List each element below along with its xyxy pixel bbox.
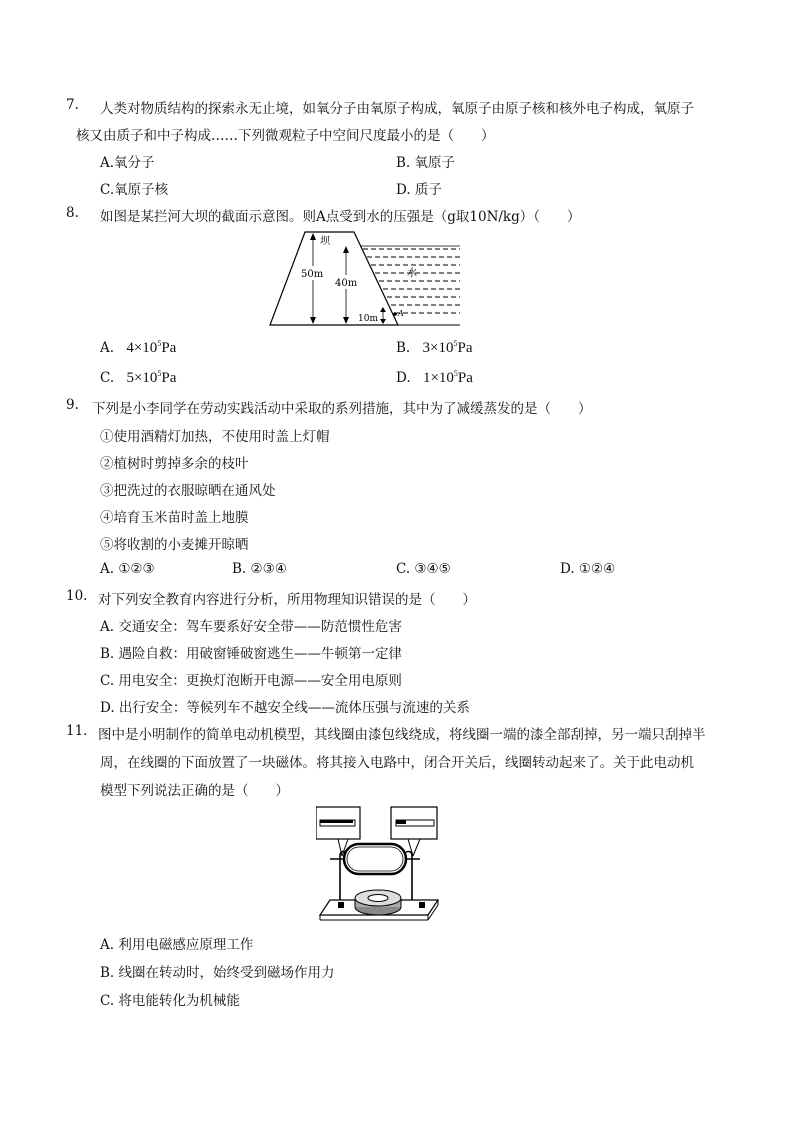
- option-a[interactable]: A. $4\times 10^5Pa$: [100, 339, 177, 356]
- point-a-label: A: [398, 309, 404, 318]
- dam-label: 坝: [320, 236, 330, 247]
- question-number: 9.: [66, 397, 79, 413]
- question-text: 对下列安全教育内容进行分析，所用物理知识错误的是（ ）: [98, 592, 476, 608]
- option-b[interactable]: B. ②③④: [232, 561, 287, 577]
- option-d[interactable]: D. 质子: [396, 182, 442, 198]
- question-text: 模型下列说法正确的是（ ）: [100, 783, 289, 799]
- height-40-label: 40m: [335, 278, 358, 289]
- question-number: 10.: [66, 588, 88, 604]
- statement-item: ⑤将收割的小麦摊开晾晒: [100, 537, 249, 553]
- option-d[interactable]: D. ①②④: [560, 561, 616, 577]
- option-a[interactable]: A.氧分子: [100, 155, 155, 171]
- water-label: 水: [407, 268, 417, 279]
- question-text: 图中是小明制作的简单电动机模型，其线圈由漆包线绕成，将线圈一端的漆全部刮掉，另一端只刮掉半: [98, 727, 706, 743]
- question-text: 周，在线圈的下面放置了一块磁体。将其接入电路中，闭合开关后，线圈转动起来了。关于此电动机: [100, 755, 694, 771]
- motor-model-figure: [316, 804, 448, 922]
- question-number: 8.: [66, 205, 79, 221]
- height-10-label: 10m: [358, 314, 378, 324]
- statement-item: ②植树时剪掉多余的枝叶: [100, 456, 249, 472]
- option-d[interactable]: D. 出行安全：等候列车不越安全线——流体压强与流速的关系: [100, 700, 470, 716]
- option-a[interactable]: A. ①②③: [100, 561, 155, 577]
- option-a[interactable]: A. 利用电磁感应原理工作: [100, 937, 254, 953]
- question-text: 如图是某拦河大坝的截面示意图。则A点受到水的压强是（g取10N/kg）（ ）: [100, 209, 581, 225]
- option-b[interactable]: B. $3\times 10^5Pa$: [396, 339, 473, 356]
- option-b[interactable]: B. 遇险自救：用破窗锤破窗逃生——牛顿第一定律: [100, 646, 403, 662]
- option-c[interactable]: C. $5\times 10^5Pa$: [100, 369, 177, 386]
- dam-figure: [268, 229, 468, 331]
- height-50-label: 50m: [301, 269, 324, 280]
- question-number: 11.: [66, 723, 88, 739]
- option-c[interactable]: C. ③④⑤: [396, 561, 451, 577]
- statement-item: ③把洗过的衣服晾晒在通风处: [100, 483, 276, 499]
- option-d[interactable]: D. $1\times 10^5Pa$: [396, 369, 473, 386]
- option-c[interactable]: C. 用电安全：更换灯泡断开电源——安全用电原则: [100, 673, 402, 689]
- option-b[interactable]: B. 氧原子: [396, 155, 456, 171]
- question-number: 7.: [66, 97, 79, 113]
- question-text: 下列是小李同学在劳动实践活动中采取的系列措施，其中为了减缓蒸发的是（ ）: [92, 401, 592, 417]
- option-c[interactable]: C.氧原子核: [100, 182, 169, 198]
- option-c[interactable]: C. 将电能转化为机械能: [100, 993, 240, 1009]
- question-text: 人类对物质结构的探索永无止境，如氧分子由氧原子构成，氧原子由原子核和核外电子构成，氧原子: [100, 101, 694, 117]
- statement-item: ①使用酒精灯加热，不使用时盖上灯帽: [100, 429, 330, 445]
- option-a[interactable]: A. 交通安全：驾车要系好安全带——防范惯性危害: [100, 619, 402, 635]
- question-text: 核又由质子和中子构成……下列微观粒子中空间尺度最小的是（ ）: [76, 128, 495, 144]
- statement-item: ④培育玉米苗时盖上地膜: [100, 510, 249, 526]
- option-b[interactable]: B. 线圈在转动时，始终受到磁场作用力: [100, 965, 335, 981]
